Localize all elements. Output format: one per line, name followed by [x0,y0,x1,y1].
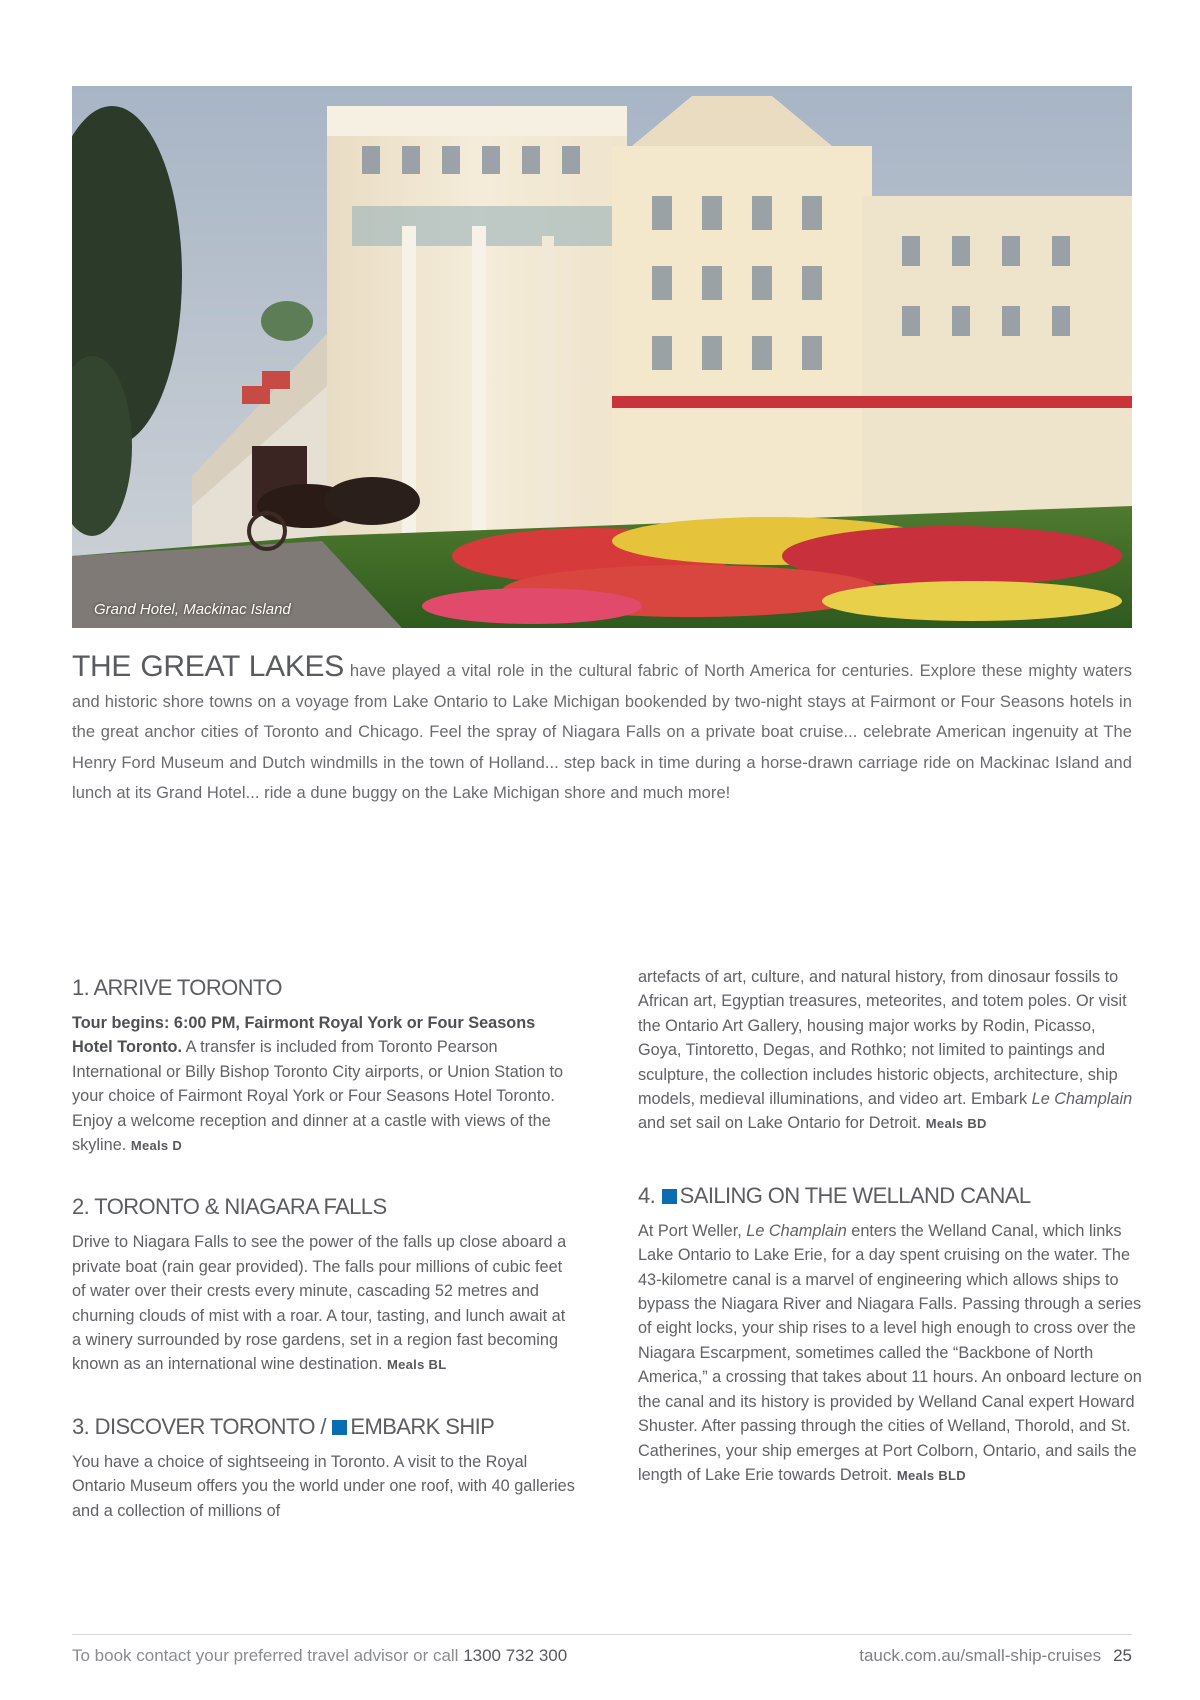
day-4-title-a: 4. [638,1182,661,1208]
day-2-title: 2. TORONTO & NIAGARA FALLS [72,1194,387,1220]
day-1-title: 1. ARRIVE TORONTO [72,975,282,1000]
day-3-body: You have a choice of sightseeing in Toronto. A visit to the Royal Ontario Museum offers you the world under one roof, with 40 galleries and a collection of millions of [72,1452,575,1520]
day-2-meals: Meals BL [386,1357,447,1373]
footer-booking [72,1646,567,1666]
page-number: 25 [1113,1646,1132,1665]
footer-url[interactable]: tauck.com.au/small-ship-cruises [859,1646,1102,1665]
day-2-body [72,1230,577,1377]
day-1-body [72,1011,577,1158]
day-3-continued [638,965,1143,1137]
day-4-section [638,1183,1143,1488]
day-4-title [638,1183,1143,1209]
day-3-meals: Meals BD [925,1116,987,1132]
day-1-meals: Meals D [130,1138,183,1154]
footer-book-text: To book contact your preferred travel advisor or call [72,1646,464,1665]
grand-hotel-illustration [72,86,1132,628]
day-1-start-info: Tour begins: 6:00 PM, Fairmont Royal York or Four Seasons Hotel Toronto. [72,1014,536,1057]
ship-square-icon [662,1189,677,1204]
day-1-text: A transfer is included from Toronto Pearson International or Billy Bishop Toronto City airports, or Union Station to your choice of Fairmont Royal York or Four Seasons Hotel Toronto. Enjoy a welcome reception and dinner at a castle with views of the skyline. [72,1038,564,1155]
day-2-section [72,1194,577,1377]
day-3-continued-body [638,965,1143,1137]
day-4-text-b: enters the Welland Canal, which links Lake Ontario to Lake Erie, for a day spent cruising on the water. The 43-kilometre canal is a marvel of engineering which allows ships to bypass the Niagara River and Niagara Falls. Passing through a series of eight locks, your ship rises to a level high enough to cross over the Niagara Escarpment, sometimes called the “Backbone of North America,” a crossing that takes about 11 hours. An onboard lecture on the canal and its history is provided by Welland Canal expert Howard Shuster. After passing through the cities of Welland, Thorold, and St. Catherines, your ship emerges at Port Colborn, Ontario, and sails the length of Lake Erie towards Detroit. [638,1221,1142,1484]
footer-phone[interactable]: 1300 732 300 [463,1646,568,1665]
day-3-section [72,1414,577,1523]
day-3-title [72,1414,577,1440]
day-3-title-a: 3. DISCOVER TORONTO / [72,1413,332,1439]
footer-divider [72,1634,1132,1635]
day-3-title-b: EMBARK SHIP [350,1413,495,1439]
day-4-body [638,1219,1143,1488]
day-4-text-a: At Port Weller, [638,1221,747,1240]
photo-caption: Grand Hotel, Mackinac Island [94,601,291,618]
intro-paragraph [72,652,1132,809]
day-3-ship-name: Le Champlain [1031,1090,1133,1109]
day-4-ship-name: Le Champlain [746,1221,847,1240]
day-3-cont-text-2: and set sail on Lake Ontario for Detroit. [638,1114,926,1133]
right-column [638,968,1143,1524]
day-1-section [72,975,577,1158]
intro-text: have played a vital role in the cultural fabric of North America for centuries. Explore these mighty waters and historic shore towns on a voyage from Lake Ontario to Lake Michigan bookended by two-night stays at Fairmont or Four Seasons hotels in the great anchor cities of Toronto and Chicago. Feel the spray of Niagara Falls on a private boat cruise... celebrate American ingenuity at The Henry Ford Museum and Dutch windmills in the town of Holland... step back in time during a horse-drawn carriage ride on Mackinac Island and lunch at its Grand Hotel... ride a dune buggy on the Lake Michigan shore and much more! [72,662,1132,802]
day-3-cont-text: artefacts of art, culture, and natural history, from dinosaur fossils to African art, Egyptian treasures, meteorites, and totem poles. Or visit the Ontario Art Gallery, housing major works by Rodin, Picasso, Goya, Tintoretto, Degas, and Rothko; not limited to paintings and sculpture, the collection includes historic objects, architecture, ship models, medieval illuminations, and video art. Embark [638,968,1127,1109]
hero-photo [72,86,1132,628]
left-column [72,975,577,1559]
intro-lead: THE GREAT LAKES [72,650,344,683]
day-4-title-b: SAILING ON THE WELLAND CANAL [679,1182,1031,1208]
day-4-meals: Meals BLD [896,1467,966,1483]
ship-square-icon [332,1420,347,1435]
footer-right [859,1646,1132,1666]
day-2-text: Drive to Niagara Falls to see the power of the falls up close aboard a private boat (rain gear provided). The falls pour millions of cubic feet of water over their crests every minute, cascading 52 metres and churning clouds of mist with a roar. A tour, tasting, and lunch await at a winery surrounded by rose gardens, set in a region fast becoming known as an international wine destination. [72,1233,567,1374]
